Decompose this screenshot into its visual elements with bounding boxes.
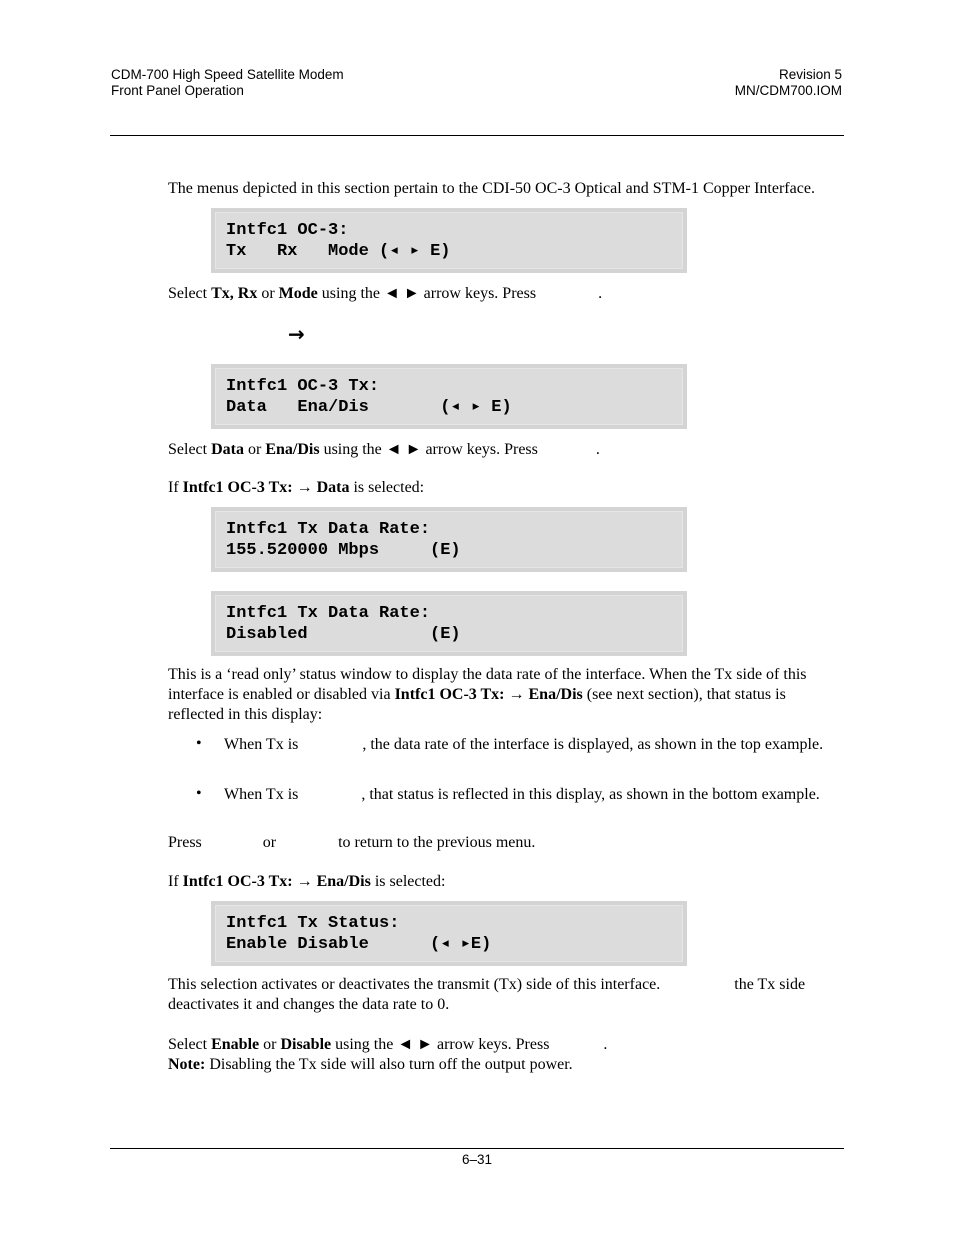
select-tx-rx-mode-paragraph: Select Tx, Rx or Mode using the ◄ ► arrow keys. Press . xyxy=(168,285,603,302)
lcd-line-2: Enable Disable (◂ ▸E) xyxy=(226,935,492,954)
note-paragraph: Note: Disabling the Tx side will also turn off the output power. xyxy=(168,1056,573,1073)
right-arrow-icon: → xyxy=(288,322,305,346)
lcd-interface-menu xyxy=(211,208,687,273)
select-data-enadis-paragraph: Select Data or Ena/Dis using the ◄ ► arrow keys. Press . xyxy=(168,441,600,458)
header-doc-number: MN/CDM700.IOM xyxy=(734,83,842,98)
lcd-line-1: Intfc1 OC-3: xyxy=(226,221,349,240)
bullet-enabled-text: When Tx is , the data rate of the interface is displayed, as shown in the top example. xyxy=(224,736,824,753)
lcd-tx-status xyxy=(211,901,687,966)
lcd-line-1: Intfc1 Tx Data Rate: xyxy=(226,520,431,539)
lcd-line-1: Intfc1 OC-3 Tx: xyxy=(226,377,380,396)
header-rule xyxy=(110,135,844,136)
lcd-line-1: Intfc1 Tx Data Rate: xyxy=(226,604,431,623)
header-revision: Revision 5 xyxy=(778,67,842,82)
lcd-tx-data-rate-disabled xyxy=(211,591,687,656)
lcd-tx-data-rate-enabled xyxy=(211,507,687,572)
lcd-line-1: Intfc1 Tx Status: xyxy=(226,914,400,933)
bullet-icon: • xyxy=(196,735,202,752)
page-number: 6–31 xyxy=(461,1152,493,1167)
lcd-line-2: 155.520000 Mbps (E) xyxy=(226,541,461,560)
press-return-paragraph: Press or to return to the previous menu. xyxy=(168,834,536,851)
lcd-line-2: Disabled (E) xyxy=(226,625,461,644)
if-data-selected-paragraph: If Intfc1 OC-3 Tx: → Data is selected: xyxy=(168,479,425,496)
activates-paragraph: This selection activates or deactivates the transmit (Tx) side of this interface. the Tx side deactivates it and changes the data rate to 0. xyxy=(168,976,806,1013)
intro-paragraph: The menus depicted in this section pertain to the CDI-50 OC-3 Optical and STM-1 Copper Interface. xyxy=(168,180,815,197)
header-left xyxy=(111,67,344,99)
if-enadis-selected-paragraph: If Intfc1 OC-3 Tx: → Ena/Dis is selected: xyxy=(168,873,446,890)
footer-rule xyxy=(110,1148,844,1149)
bullet-icon: • xyxy=(196,785,202,802)
header-title: CDM-700 High Speed Satellite Modem xyxy=(111,67,344,82)
lcd-tx-menu xyxy=(211,364,687,429)
bullet-disabled-text: When Tx is , that status is reflected in this display, as shown in the bottom example. xyxy=(224,786,820,803)
select-enable-disable-paragraph: Select Enable or Disable using the ◄ ► arrow keys. Press . xyxy=(168,1036,608,1053)
lcd-line-2: Tx Rx Mode (◂ ▸ E) xyxy=(226,242,451,261)
header-section: Front Panel Operation xyxy=(111,83,244,98)
lcd-line-2: Data Ena/Dis (◂ ▸ E) xyxy=(226,398,512,417)
header-right xyxy=(735,67,842,99)
read-only-paragraph: This is a ‘read only’ status window to display the data rate of the interface. When the Tx side of this interface is enabled or disabled via Intfc1 OC-3 Tx: → Ena/Dis (see next section), that status is reflected in this display: xyxy=(168,666,807,723)
